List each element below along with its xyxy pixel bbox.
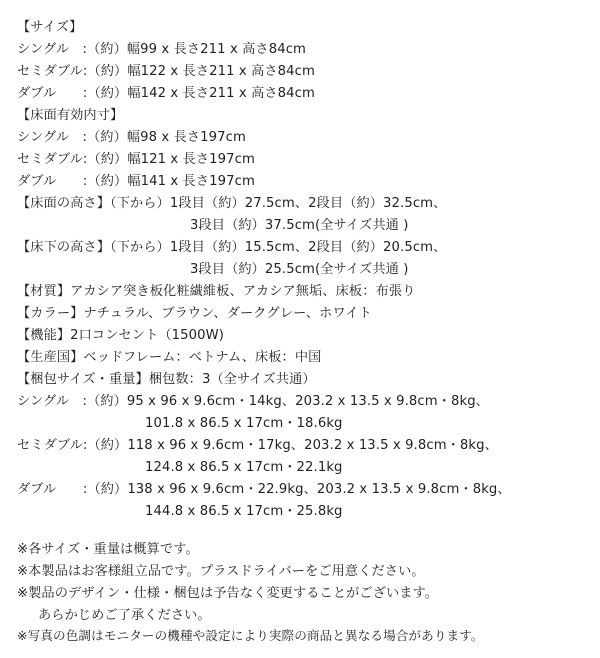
floor-inner-header: 【床面有効内寸】: [17, 108, 124, 123]
size-double: ダブル :（約）幅142 x 長さ211 x 高さ84cm: [17, 86, 315, 101]
note-color-tone: ※写真の色調はモニターの機種や設定により実際の商品と異なる場合があります。: [17, 628, 484, 643]
material: 【材質】アカシア突き板化粧繊維板、アカシア無垢、床板：布張り: [17, 284, 416, 299]
note-assembly: ※本製品はお客様組立品です。プラスドライバーをご用意ください。: [17, 564, 425, 579]
package-header: 【梱包サイズ・重量】梱包数：3（全サイズ共通）: [17, 372, 316, 387]
note-approximate: ※各サイズ・重量は概算です。: [17, 542, 199, 557]
function: 【機能】2口コンセント（1500W): [17, 328, 224, 343]
origin: 【生産国】ベッドフレーム：ベトナム、床板：中国: [17, 350, 322, 365]
color-options: 【カラー】ナチュラル、ブラウン、ダークグレー、ホワイト: [17, 306, 372, 321]
package-double-line-2: 144.8 x 86.5 x 17cm・25.8kg: [145, 504, 343, 519]
note-design-change-cont: あらかじめご了承ください。: [38, 608, 211, 623]
package-double-line-1: ダブル :（約）138 x 96 x 9.6cm・22.9kg、203.2 x 13.5 x 9.8cm・8kg、: [17, 482, 511, 497]
size-semidouble: セミダブル:（約）幅122 x 長さ211 x 高さ84cm: [17, 64, 315, 79]
under-height-line-2: 3段目（約）25.5cm(全サイズ共通 ): [190, 262, 409, 277]
package-semidouble-line-2: 124.8 x 86.5 x 17cm・22.1kg: [145, 460, 343, 475]
package-semidouble-line-1: セミダブル:（約）118 x 96 x 9.6cm・17kg、203.2 x 13.5 x 9.8cm・8kg、: [17, 438, 498, 453]
floor-inner-single: シングル :（約）幅98 x 長さ197cm: [17, 130, 246, 145]
under-height-line-1: 【床下の高さ】（下から）1段目（約）15.5cm、2段目（約）20.5cm、: [17, 240, 447, 255]
floor-height-line-1: 【床面の高さ】（下から）1段目（約）27.5cm、2段目（約）32.5cm、: [17, 196, 447, 211]
floor-inner-double: ダブル :（約）幅141 x 長さ197cm: [17, 174, 255, 189]
floor-inner-semidouble: セミダブル:（約）幅121 x 長さ197cm: [17, 152, 255, 167]
size-single: シングル :（約）幅99 x 長さ211 x 高さ84cm: [17, 42, 306, 57]
floor-height-line-2: 3段目（約）37.5cm(全サイズ共通 ): [190, 218, 409, 233]
size-header: 【サイズ】: [17, 20, 83, 35]
note-design-change: ※製品のデザイン・仕様・梱包は予告なく変更することがございます。: [17, 586, 439, 601]
package-single-line-1: シングル :（約）95 x 96 x 9.6cm・14kg、203.2 x 13.5 x 9.8cm・8kg、: [17, 394, 489, 409]
package-single-line-2: 101.8 x 86.5 x 17cm・18.6kg: [145, 416, 343, 431]
